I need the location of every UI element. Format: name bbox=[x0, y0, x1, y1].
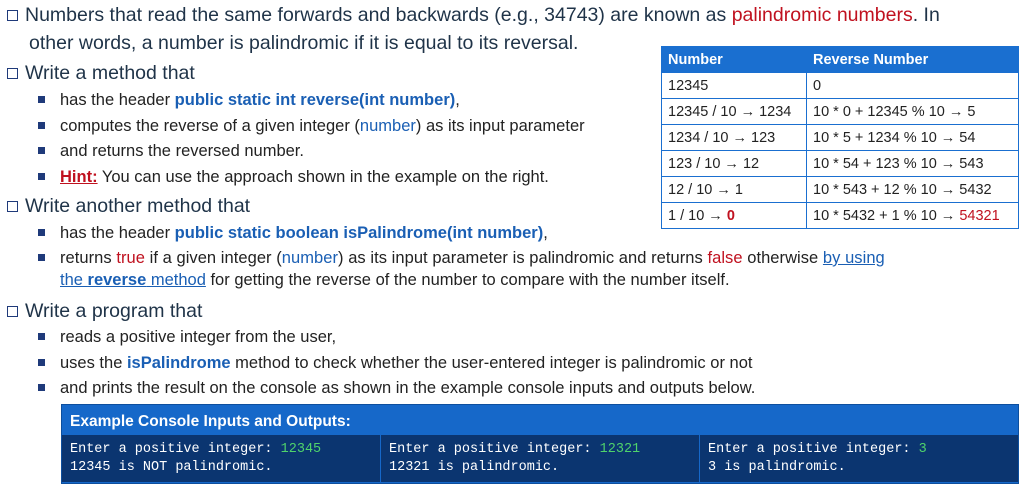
method2-bullet-2: returns true if a given integer (number) as its input parameter is palindromic and returns false otherwise by using bbox=[60, 248, 885, 269]
intro-line-2: other words, a number is palindromic if it is equal to its reversal. bbox=[29, 32, 579, 54]
reverse-method-link: the reverse method bbox=[60, 271, 206, 289]
console-example-2 bbox=[381, 435, 699, 482]
console-example-3 bbox=[700, 435, 1018, 482]
program-bullet-2: uses the isPalindrome method to check whether the user-entered integer is palindromic or not bbox=[60, 353, 752, 374]
final-reverse-value: 54321 bbox=[959, 207, 1000, 224]
method1-bullet-3: and returns the reversed number. bbox=[60, 141, 304, 162]
console-example-1 bbox=[62, 435, 380, 482]
square-bullet-icon bbox=[38, 333, 45, 340]
table-header-row bbox=[662, 47, 1019, 73]
program-bullet-3: and prints the result on the console as shown in the example console inputs and outputs below. bbox=[60, 378, 755, 399]
console-user-input: 12321 bbox=[599, 442, 641, 457]
table-cell-reverse: 10 * 54 + 123 % 10 → 543 bbox=[807, 151, 1019, 177]
reverse-example-table bbox=[661, 46, 1019, 229]
program-bullet-1: reads a positive integer from the user, bbox=[60, 327, 336, 348]
console-input-line: Enter a positive integer: 12321 bbox=[389, 442, 641, 457]
table-row bbox=[662, 203, 1019, 229]
checkbox-bullet-icon bbox=[7, 201, 18, 212]
palindromic-numbers-term: palindromic numbers bbox=[731, 4, 913, 26]
intro-line-1: Numbers that read the same forwards and backwards (e.g., 34743) are known as palindromic numbers. In bbox=[7, 3, 940, 27]
method2-bullet-2-continued: the reverse method for getting the reverse of the number to compare with the number itself. bbox=[60, 271, 730, 289]
table-row bbox=[662, 151, 1019, 177]
square-bullet-icon bbox=[38, 96, 45, 103]
method2-bullet-1: has the header public static boolean isPalindrome(int number), bbox=[60, 223, 548, 244]
console-input-line: Enter a positive integer: 3 bbox=[708, 442, 927, 457]
checkbox-bullet-icon bbox=[7, 306, 18, 317]
method1-bullet-1: has the header public static int reverse(int number), bbox=[60, 90, 460, 111]
program-heading: Write a program that bbox=[7, 299, 202, 323]
table-cell-reverse: 10 * 0 + 12345 % 10 → 5 bbox=[807, 99, 1019, 125]
table-cell-reverse: 10 * 5 + 1234 % 10 → 54 bbox=[807, 125, 1019, 151]
table-cell-number: 1 / 10 → 0 bbox=[662, 203, 807, 229]
table-row bbox=[662, 73, 1019, 99]
final-number-value: 0 bbox=[726, 207, 735, 224]
table-cell-number: 12345 / 10 → 1234 bbox=[662, 99, 807, 125]
table-cell-number: 1234 / 10 → 123 bbox=[662, 125, 807, 151]
true-keyword: true bbox=[116, 249, 145, 267]
square-bullet-icon bbox=[38, 147, 45, 154]
console-output-line: 12321 is palindromic. bbox=[389, 460, 560, 475]
square-bullet-icon bbox=[38, 173, 45, 180]
console-examples-title: Example Console Inputs and Outputs: bbox=[70, 413, 351, 430]
console-user-input: 12345 bbox=[280, 442, 322, 457]
table-row bbox=[662, 125, 1019, 151]
table-cell-number: 123 / 10 → 12 bbox=[662, 151, 807, 177]
console-user-input: 3 bbox=[918, 442, 927, 457]
table-cell-reverse: 10 * 5432 + 1 % 10 → 54321 bbox=[807, 203, 1019, 229]
method1-bullet-4: Hint: You can use the approach shown in the example on the right. bbox=[60, 167, 549, 188]
table-header-number: Number bbox=[662, 47, 807, 73]
console-output-line: 12345 is NOT palindromic. bbox=[70, 460, 273, 475]
square-bullet-icon bbox=[38, 384, 45, 391]
square-bullet-icon bbox=[38, 359, 45, 366]
table-cell-reverse: 10 * 543 + 12 % 10 → 5432 bbox=[807, 177, 1019, 203]
table-row bbox=[662, 99, 1019, 125]
hint-label: Hint: bbox=[60, 168, 98, 186]
square-bullet-icon bbox=[38, 122, 45, 129]
ispalindrome-method-header: public static boolean isPalindrome(int number) bbox=[174, 224, 544, 242]
table-cell-number: 12 / 10 → 1 bbox=[662, 177, 807, 203]
table-header-reverse: Reverse Number bbox=[807, 47, 1019, 73]
checkbox-bullet-icon bbox=[7, 10, 18, 21]
method1-heading: Write a method that bbox=[7, 61, 195, 85]
by-using-link: by using bbox=[822, 249, 885, 267]
reverse-method-header: public static int reverse(int number) bbox=[174, 91, 456, 109]
table-cell-reverse: 0 bbox=[807, 73, 1019, 99]
console-input-line: Enter a positive integer: 12345 bbox=[70, 442, 322, 457]
table-row bbox=[662, 177, 1019, 203]
ispalindrome-method-name: isPalindrome bbox=[126, 354, 231, 372]
false-keyword: false bbox=[707, 249, 743, 267]
method2-heading: Write another method that bbox=[7, 194, 250, 218]
console-output-line: 3 is palindromic. bbox=[708, 460, 846, 475]
square-bullet-icon bbox=[38, 229, 45, 236]
method1-bullet-2: computes the reverse of a given integer (number) as its input parameter bbox=[60, 116, 585, 137]
square-bullet-icon bbox=[38, 254, 45, 261]
checkbox-bullet-icon bbox=[7, 68, 18, 79]
table-cell-number: 12345 bbox=[662, 73, 807, 99]
console-examples-panel bbox=[61, 404, 1019, 484]
